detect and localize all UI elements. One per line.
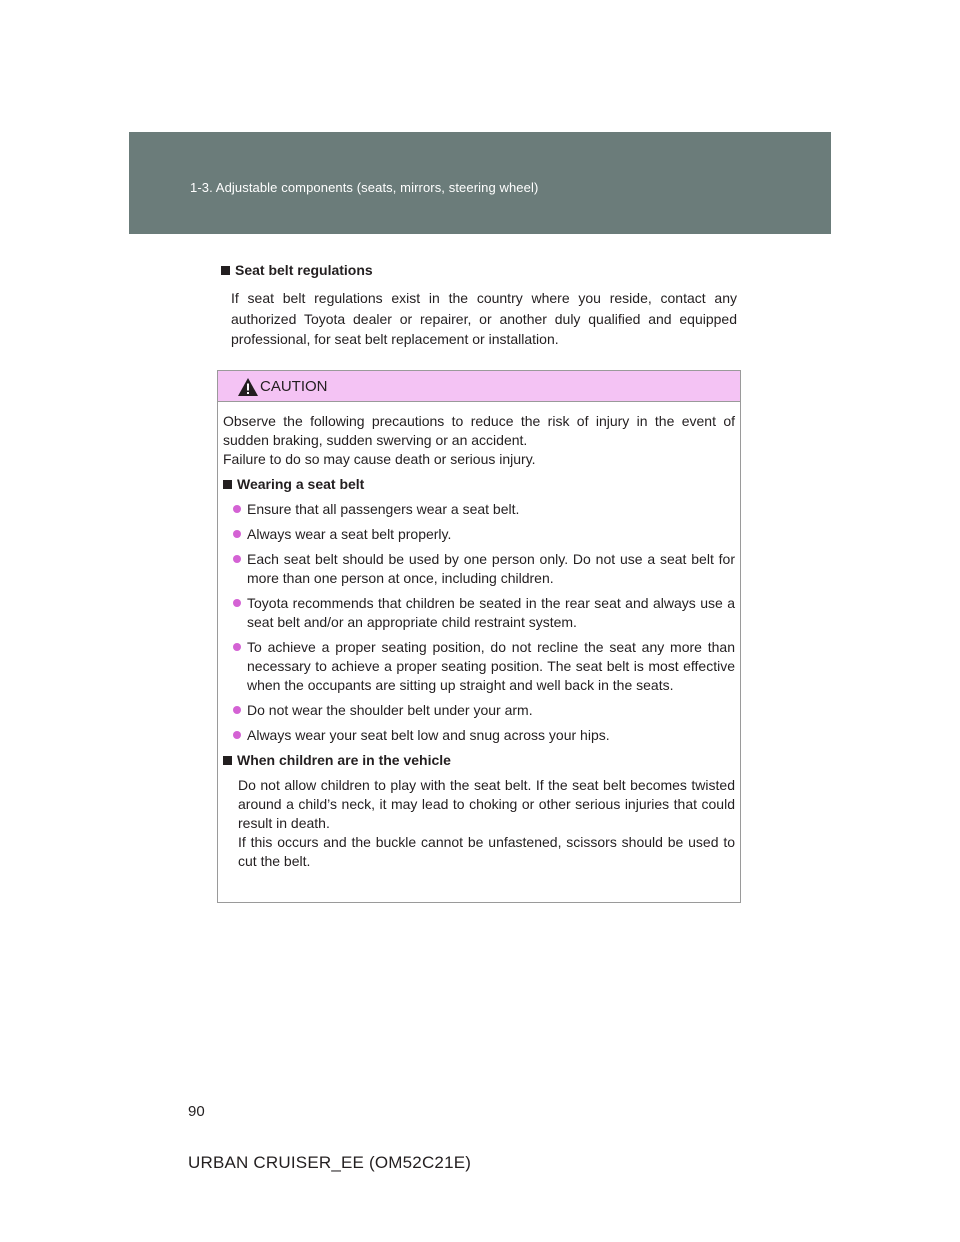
list-item (223, 550, 735, 588)
seatbelt-regulations-section (221, 261, 737, 350)
list-item (223, 525, 735, 544)
list-item (223, 500, 735, 519)
list-item-text: To achieve a proper seating position, do not recline the seat any more than necessary to achieve a proper seating position. The seat belt is most effective when the occupants are sitting up straight and well back in the seats. (247, 639, 735, 693)
list-item-text: Ensure that all passengers wear a seat belt. (247, 501, 520, 517)
footer-model-code: URBAN CRUISER_EE (OM52C21E) (188, 1153, 472, 1172)
square-bullet-icon (223, 756, 232, 765)
wearing-seat-belt-heading (223, 475, 735, 494)
list-item-text: Always wear a seat belt properly. (247, 526, 452, 542)
list-item-text: Do not wear the shoulder belt under your arm. (247, 702, 533, 718)
caution-box (217, 370, 741, 903)
list-item (223, 594, 735, 632)
caution-intro-line-1: Observe the following precautions to reduce the risk of injury in the event of sudden braking, sudden swerving or an accident. (223, 413, 735, 448)
children-in-vehicle-heading-text: When children are in the vehicle (237, 752, 451, 768)
square-bullet-icon (223, 480, 232, 489)
caution-header (218, 371, 740, 402)
children-in-vehicle-heading (223, 751, 735, 770)
square-bullet-icon (221, 266, 230, 275)
caution-intro-line-2: Failure to do so may cause death or serious injury. (223, 451, 536, 467)
list-item (223, 638, 735, 695)
page-number: 90 (188, 1103, 205, 1120)
list-item-text: Each seat belt should be used by one person only. Do not use a seat belt for more than one person at once, including children. (247, 551, 735, 586)
caution-title: CAUTION (260, 378, 328, 395)
list-item-text: Always wear your seat belt low and snug across your hips. (247, 727, 610, 743)
bullet-dot-icon (233, 555, 241, 563)
section-title: 1-3. Adjustable components (seats, mirrors, steering wheel) (190, 180, 539, 195)
bullet-dot-icon (233, 530, 241, 538)
bullet-dot-icon (233, 706, 241, 714)
seatbelt-regulations-body: If seat belt regulations exist in the country where you reside, contact any authorized Toyota dealer or repairer, or another duly qualified and equipped professional, for seat belt replacement or installation. (231, 290, 737, 347)
caution-intro (223, 412, 735, 469)
children-paragraph-1: Do not allow children to play with the seat belt. If the seat belt becomes twisted around a child’s neck, it may lead to choking or other serious injuries that could result in death. (238, 777, 735, 831)
list-item (223, 726, 735, 745)
children-in-vehicle-body (223, 776, 735, 871)
children-paragraph-2: If this occurs and the buckle cannot be unfastened, scissors should be used to cut the belt. (238, 834, 735, 869)
bullet-dot-icon (233, 505, 241, 513)
list-item-text: Toyota recommends that children be seated in the rear seat and always use a seat belt and/or an appropriate child restraint system. (247, 595, 735, 630)
bullet-dot-icon (233, 731, 241, 739)
caution-body (218, 402, 740, 871)
bullet-dot-icon (233, 643, 241, 651)
warning-triangle-icon (237, 377, 259, 397)
seatbelt-regulations-heading (221, 261, 737, 279)
section-header-band (129, 132, 831, 234)
seatbelt-regulations-heading-text: Seat belt regulations (235, 262, 373, 278)
bullet-dot-icon (233, 599, 241, 607)
list-item (223, 701, 735, 720)
wearing-seat-belt-heading-text: Wearing a seat belt (237, 476, 365, 492)
